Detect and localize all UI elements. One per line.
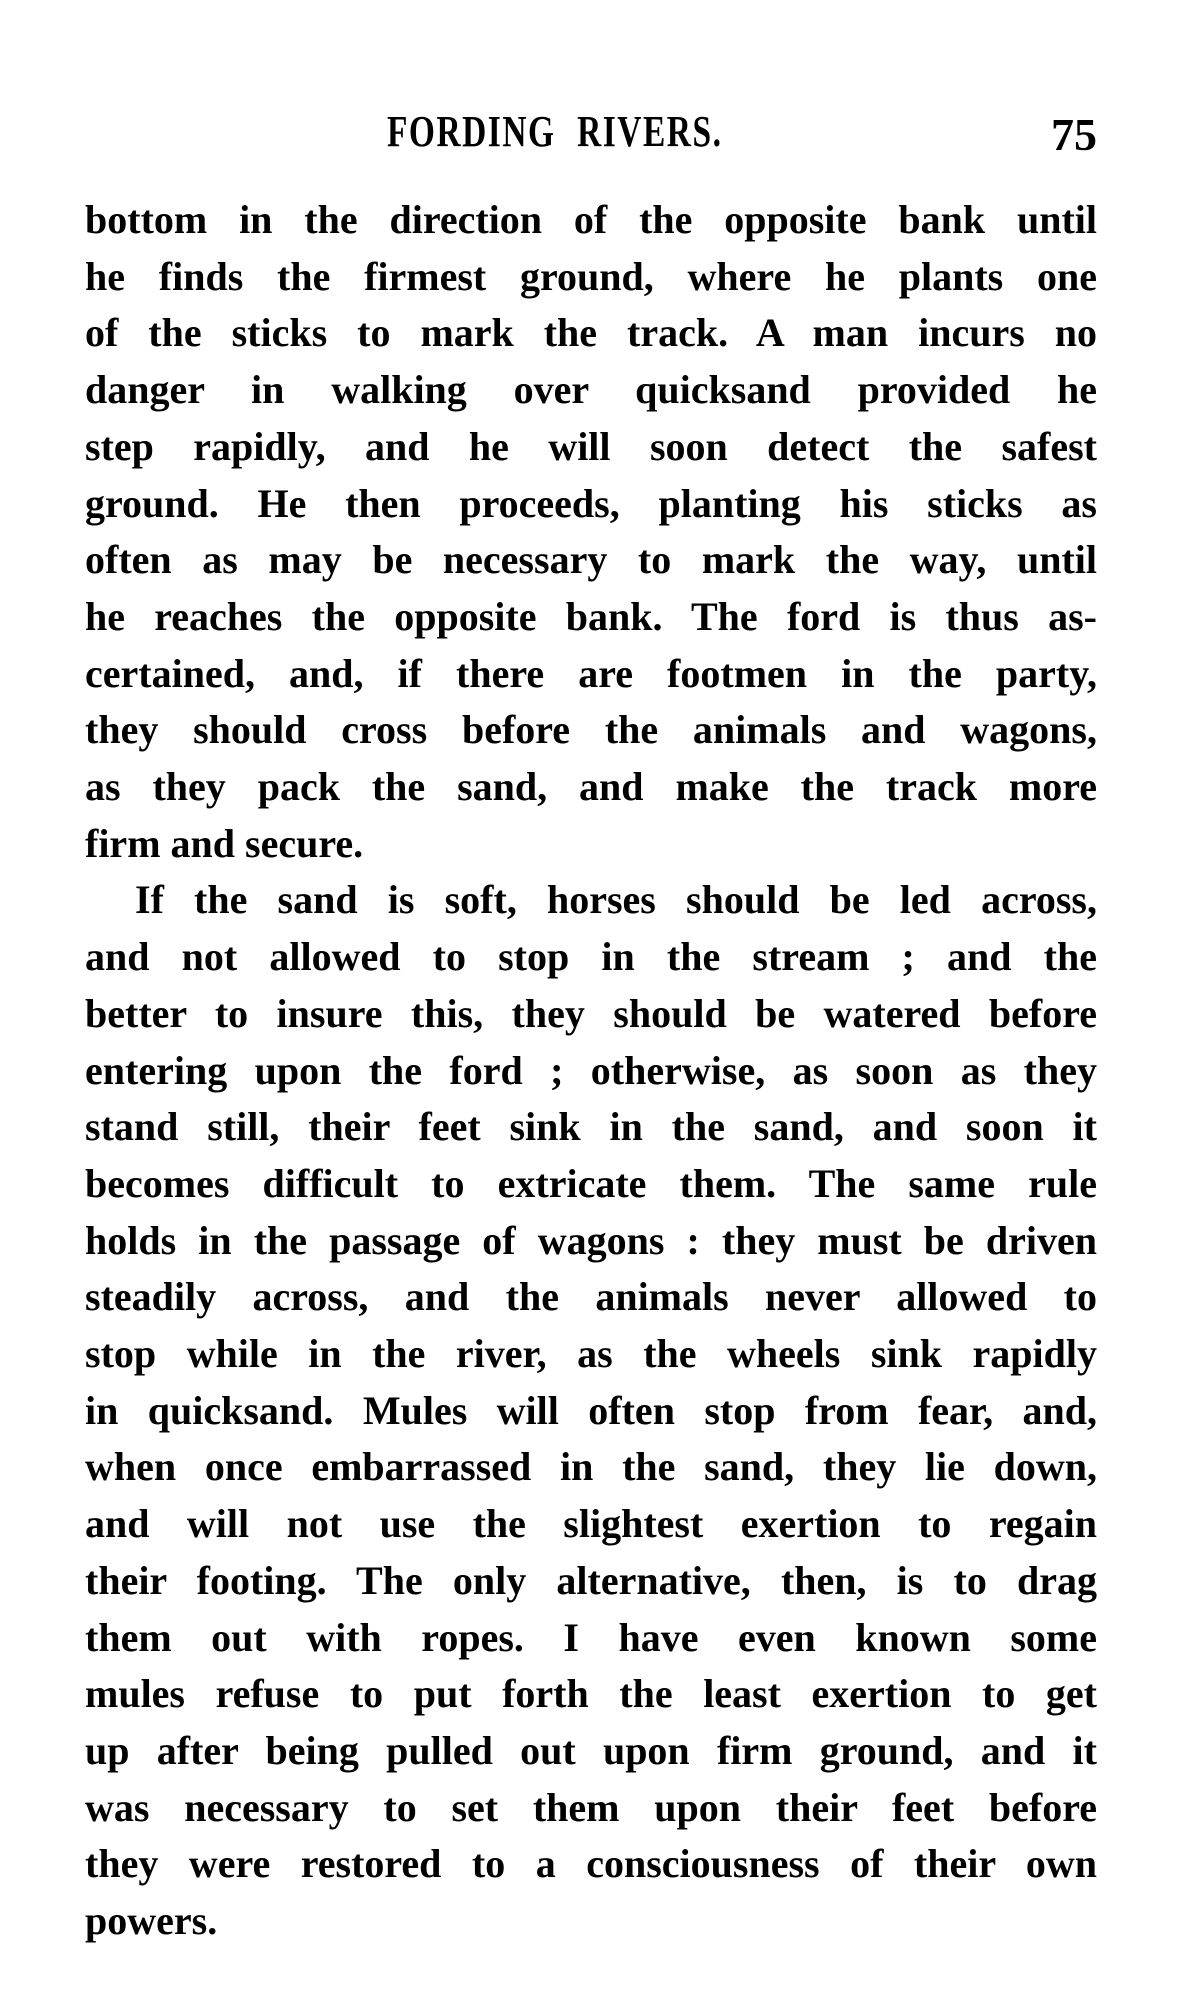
- text-line: as they pack the sand, and make the track more: [85, 764, 1097, 810]
- text-line: stop while in the river, as the wheels sink rapidly: [85, 1331, 1097, 1377]
- text-line: stand still, their feet sink in the sand, and soon it: [85, 1104, 1097, 1150]
- text-line: powers.: [85, 1898, 218, 1944]
- text-line: them out with ropes. I have even known some: [85, 1614, 1097, 1660]
- text-line: when once embarrassed in the sand, they lie down,: [85, 1444, 1097, 1490]
- text-line: they should cross before the animals and wagons,: [85, 707, 1097, 753]
- text-line: certained, and, if there are footmen in the party,: [85, 650, 1097, 696]
- text-line: firm and secure.: [85, 820, 364, 866]
- text-line: ground. He then proceeds, planting his sticks as: [85, 480, 1097, 526]
- text-line: was necessary to set them upon their feet before: [85, 1784, 1097, 1830]
- text-line: better to insure this, they should be watered before: [85, 990, 1097, 1036]
- text-line: and will not use the slightest exertion to regain: [85, 1501, 1097, 1547]
- page-title: FORDING RIVERS.: [387, 107, 723, 156]
- text-line: he reaches the opposite bank. The ford is thus as-: [85, 593, 1097, 639]
- running-header: [85, 108, 1097, 160]
- text-line: their footing. The only alternative, then, is to drag: [85, 1557, 1097, 1603]
- text-line: in quicksand. Mules will often stop from fear, and,: [85, 1387, 1097, 1433]
- page-number: 75: [1051, 109, 1097, 160]
- page-body: [85, 192, 1097, 1950]
- text-line: holds in the passage of wagons : they must be driven: [85, 1217, 1097, 1263]
- text-line: danger in walking over quicksand provided he: [85, 367, 1097, 413]
- text-line: bottom in the direction of the opposite bank until: [85, 197, 1097, 242]
- text-line: they were restored to a consciousness of their own: [85, 1841, 1097, 1887]
- text-line: and not allowed to stop in the stream ; and the: [85, 934, 1097, 980]
- text-line: If the sand is soft, horses should be led across,: [135, 877, 1097, 923]
- text-line: up after being pulled out upon firm ground, and it: [85, 1727, 1097, 1773]
- text-line: becomes difficult to extricate them. The same rule: [85, 1160, 1097, 1206]
- text-line: of the sticks to mark the track. A man incurs no: [85, 310, 1097, 356]
- text-line: he finds the firmest ground, where he plants one: [85, 253, 1097, 299]
- text-line: mules refuse to put forth the least exertion to get: [85, 1671, 1097, 1717]
- text-line: entering upon the ford ; otherwise, as soon as they: [85, 1047, 1097, 1093]
- text-line: step rapidly, and he will soon detect the safest: [85, 423, 1097, 469]
- text-line: often as may be necessary to mark the way, until: [85, 537, 1097, 583]
- text-line: steadily across, and the animals never allowed to: [85, 1274, 1097, 1320]
